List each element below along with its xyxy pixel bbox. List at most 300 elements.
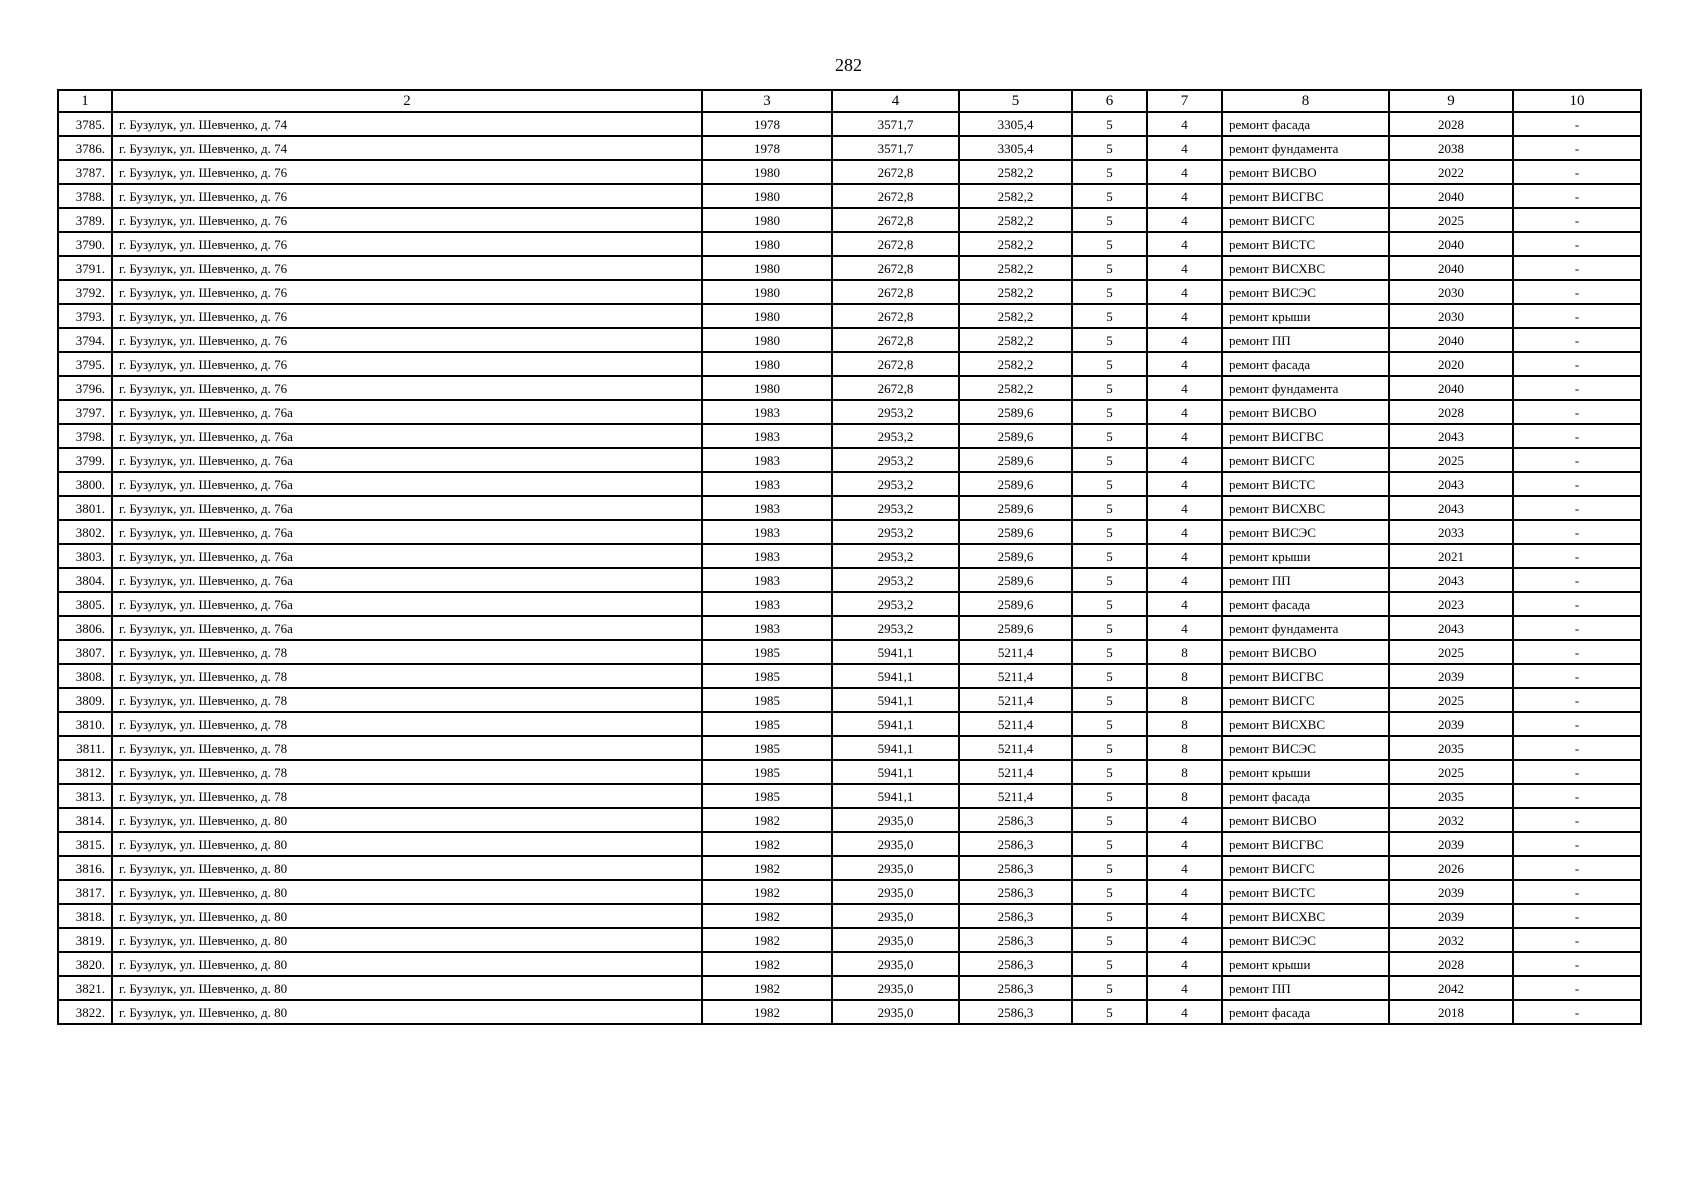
table-row (58, 184, 1641, 208)
floors-cell: 5 (1072, 784, 1147, 808)
entrances-cell: 4 (1147, 328, 1222, 352)
address-cell: г. Бузулук, ул. Шевченко, д. 76а (112, 616, 702, 640)
work-type-cell: ремонт ВИСЭС (1222, 280, 1389, 304)
row-number-cell: 3821. (58, 976, 112, 1000)
planned-year-cell: 2025 (1389, 688, 1513, 712)
year-built-cell: 1983 (702, 592, 832, 616)
total-area-cell: 2672,8 (832, 208, 959, 232)
total-area-cell: 2953,2 (832, 592, 959, 616)
total-area-cell: 2935,0 (832, 952, 959, 976)
planned-year-cell: 2039 (1389, 880, 1513, 904)
year-built-cell: 1985 (702, 736, 832, 760)
planned-year-cell: 2022 (1389, 160, 1513, 184)
year-built-cell: 1983 (702, 400, 832, 424)
year-built-cell: 1980 (702, 160, 832, 184)
entrances-cell: 4 (1147, 424, 1222, 448)
work-type-cell: ремонт ВИСЭС (1222, 736, 1389, 760)
note-cell: - (1513, 160, 1641, 184)
planned-year-cell: 2040 (1389, 256, 1513, 280)
column-header: 3 (702, 90, 832, 112)
floors-cell: 5 (1072, 832, 1147, 856)
living-area-cell: 2582,2 (959, 256, 1072, 280)
total-area-cell: 2935,0 (832, 904, 959, 928)
floors-cell: 5 (1072, 640, 1147, 664)
total-area-cell: 2672,8 (832, 160, 959, 184)
address-cell: г. Бузулук, ул. Шевченко, д. 78 (112, 640, 702, 664)
address-cell: г. Бузулук, ул. Шевченко, д. 80 (112, 880, 702, 904)
note-cell: - (1513, 472, 1641, 496)
year-built-cell: 1983 (702, 496, 832, 520)
floors-cell: 5 (1072, 976, 1147, 1000)
row-number-cell: 3800. (58, 472, 112, 496)
table-row (58, 256, 1641, 280)
table-row (58, 496, 1641, 520)
address-cell: г. Бузулук, ул. Шевченко, д. 74 (112, 112, 702, 136)
entrances-cell: 4 (1147, 832, 1222, 856)
floors-cell: 5 (1072, 1000, 1147, 1024)
row-number-cell: 3818. (58, 904, 112, 928)
year-built-cell: 1985 (702, 640, 832, 664)
total-area-cell: 5941,1 (832, 784, 959, 808)
planned-year-cell: 2018 (1389, 1000, 1513, 1024)
note-cell: - (1513, 280, 1641, 304)
address-cell: г. Бузулук, ул. Шевченко, д. 76 (112, 280, 702, 304)
note-cell: - (1513, 904, 1641, 928)
total-area-cell: 2953,2 (832, 400, 959, 424)
living-area-cell: 2589,6 (959, 424, 1072, 448)
note-cell: - (1513, 424, 1641, 448)
entrances-cell: 8 (1147, 736, 1222, 760)
total-area-cell: 5941,1 (832, 664, 959, 688)
total-area-cell: 5941,1 (832, 712, 959, 736)
planned-year-cell: 2025 (1389, 760, 1513, 784)
work-type-cell: ремонт ПП (1222, 568, 1389, 592)
planned-year-cell: 2043 (1389, 472, 1513, 496)
note-cell: - (1513, 232, 1641, 256)
year-built-cell: 1983 (702, 520, 832, 544)
floors-cell: 5 (1072, 400, 1147, 424)
living-area-cell: 2586,3 (959, 832, 1072, 856)
total-area-cell: 5941,1 (832, 760, 959, 784)
table-row (58, 760, 1641, 784)
living-area-cell: 2582,2 (959, 184, 1072, 208)
total-area-cell: 2672,8 (832, 352, 959, 376)
note-cell: - (1513, 1000, 1641, 1024)
address-cell: г. Бузулук, ул. Шевченко, д. 78 (112, 760, 702, 784)
floors-cell: 5 (1072, 880, 1147, 904)
floors-cell: 5 (1072, 520, 1147, 544)
living-area-cell: 2586,3 (959, 952, 1072, 976)
work-type-cell: ремонт крыши (1222, 304, 1389, 328)
note-cell: - (1513, 376, 1641, 400)
table-row (58, 1000, 1641, 1024)
row-number-cell: 3788. (58, 184, 112, 208)
work-type-cell: ремонт ВИСГС (1222, 208, 1389, 232)
year-built-cell: 1985 (702, 712, 832, 736)
floors-cell: 5 (1072, 712, 1147, 736)
entrances-cell: 8 (1147, 760, 1222, 784)
planned-year-cell: 2021 (1389, 544, 1513, 568)
planned-year-cell: 2043 (1389, 616, 1513, 640)
year-built-cell: 1983 (702, 544, 832, 568)
entrances-cell: 4 (1147, 880, 1222, 904)
page-number: 282 (835, 55, 862, 75)
planned-year-cell: 2035 (1389, 736, 1513, 760)
work-type-cell: ремонт крыши (1222, 952, 1389, 976)
work-type-cell: ремонт фундамента (1222, 616, 1389, 640)
note-cell: - (1513, 352, 1641, 376)
year-built-cell: 1980 (702, 280, 832, 304)
note-cell: - (1513, 136, 1641, 160)
note-cell: - (1513, 616, 1641, 640)
work-type-cell: ремонт ВИСВО (1222, 640, 1389, 664)
note-cell: - (1513, 496, 1641, 520)
year-built-cell: 1982 (702, 856, 832, 880)
work-type-cell: ремонт фасада (1222, 112, 1389, 136)
address-cell: г. Бузулук, ул. Шевченко, д. 76 (112, 352, 702, 376)
column-header: 10 (1513, 90, 1641, 112)
work-type-cell: ремонт ПП (1222, 328, 1389, 352)
work-type-cell: ремонт фундамента (1222, 136, 1389, 160)
row-number-cell: 3822. (58, 1000, 112, 1024)
entrances-cell: 8 (1147, 640, 1222, 664)
note-cell: - (1513, 520, 1641, 544)
total-area-cell: 5941,1 (832, 640, 959, 664)
address-cell: г. Бузулук, ул. Шевченко, д. 78 (112, 736, 702, 760)
work-type-cell: ремонт ВИСГС (1222, 448, 1389, 472)
floors-cell: 5 (1072, 544, 1147, 568)
entrances-cell: 4 (1147, 904, 1222, 928)
table-row (58, 832, 1641, 856)
total-area-cell: 2953,2 (832, 472, 959, 496)
entrances-cell: 4 (1147, 256, 1222, 280)
living-area-cell: 2586,3 (959, 1000, 1072, 1024)
floors-cell: 5 (1072, 496, 1147, 520)
living-area-cell: 2586,3 (959, 928, 1072, 952)
planned-year-cell: 2020 (1389, 352, 1513, 376)
table-row (58, 280, 1641, 304)
planned-year-cell: 2039 (1389, 712, 1513, 736)
floors-cell: 5 (1072, 472, 1147, 496)
work-type-cell: ремонт ВИСГВС (1222, 664, 1389, 688)
note-cell: - (1513, 808, 1641, 832)
total-area-cell: 2672,8 (832, 328, 959, 352)
work-type-cell: ремонт ВИСТС (1222, 472, 1389, 496)
year-built-cell: 1982 (702, 904, 832, 928)
address-cell: г. Бузулук, ул. Шевченко, д. 80 (112, 1000, 702, 1024)
living-area-cell: 2589,6 (959, 400, 1072, 424)
planned-year-cell: 2040 (1389, 184, 1513, 208)
floors-cell: 5 (1072, 760, 1147, 784)
table-row (58, 376, 1641, 400)
entrances-cell: 4 (1147, 1000, 1222, 1024)
address-cell: г. Бузулук, ул. Шевченко, д. 80 (112, 952, 702, 976)
address-cell: г. Бузулук, ул. Шевченко, д. 78 (112, 712, 702, 736)
total-area-cell: 2935,0 (832, 808, 959, 832)
row-number-cell: 3810. (58, 712, 112, 736)
living-area-cell: 2586,3 (959, 880, 1072, 904)
column-header: 6 (1072, 90, 1147, 112)
year-built-cell: 1980 (702, 376, 832, 400)
total-area-cell: 3571,7 (832, 136, 959, 160)
address-cell: г. Бузулук, ул. Шевченко, д. 76 (112, 184, 702, 208)
row-number-cell: 3815. (58, 832, 112, 856)
entrances-cell: 4 (1147, 808, 1222, 832)
work-type-cell: ремонт ВИСХВС (1222, 496, 1389, 520)
note-cell: - (1513, 400, 1641, 424)
address-cell: г. Бузулук, ул. Шевченко, д. 76 (112, 256, 702, 280)
row-number-cell: 3809. (58, 688, 112, 712)
row-number-cell: 3795. (58, 352, 112, 376)
entrances-cell: 4 (1147, 304, 1222, 328)
row-number-cell: 3807. (58, 640, 112, 664)
floors-cell: 5 (1072, 304, 1147, 328)
total-area-cell: 3571,7 (832, 112, 959, 136)
entrances-cell: 4 (1147, 208, 1222, 232)
entrances-cell: 4 (1147, 400, 1222, 424)
work-type-cell: ремонт ВИСХВС (1222, 712, 1389, 736)
planned-year-cell: 2028 (1389, 112, 1513, 136)
entrances-cell: 4 (1147, 952, 1222, 976)
work-type-cell: ремонт ВИСЭС (1222, 928, 1389, 952)
address-cell: г. Бузулук, ул. Шевченко, д. 76а (112, 448, 702, 472)
address-cell: г. Бузулук, ул. Шевченко, д. 78 (112, 688, 702, 712)
row-number-cell: 3806. (58, 616, 112, 640)
row-number-cell: 3787. (58, 160, 112, 184)
table-row (58, 952, 1641, 976)
floors-cell: 5 (1072, 664, 1147, 688)
floors-cell: 5 (1072, 688, 1147, 712)
work-type-cell: ремонт ВИСХВС (1222, 904, 1389, 928)
work-type-cell: ремонт фундамента (1222, 376, 1389, 400)
planned-year-cell: 2043 (1389, 568, 1513, 592)
year-built-cell: 1980 (702, 304, 832, 328)
row-number-cell: 3817. (58, 880, 112, 904)
planned-year-cell: 2025 (1389, 448, 1513, 472)
address-cell: г. Бузулук, ул. Шевченко, д. 80 (112, 856, 702, 880)
living-area-cell: 2589,6 (959, 616, 1072, 640)
floors-cell: 5 (1072, 376, 1147, 400)
note-cell: - (1513, 256, 1641, 280)
table-body (58, 112, 1641, 1024)
total-area-cell: 2672,8 (832, 280, 959, 304)
total-area-cell: 2672,8 (832, 184, 959, 208)
work-type-cell: ремонт ПП (1222, 976, 1389, 1000)
total-area-cell: 2935,0 (832, 1000, 959, 1024)
entrances-cell: 4 (1147, 448, 1222, 472)
total-area-cell: 2935,0 (832, 928, 959, 952)
year-built-cell: 1982 (702, 976, 832, 1000)
row-number-cell: 3797. (58, 400, 112, 424)
table-row (58, 688, 1641, 712)
row-number-cell: 3786. (58, 136, 112, 160)
living-area-cell: 2582,2 (959, 376, 1072, 400)
row-number-cell: 3796. (58, 376, 112, 400)
total-area-cell: 2953,2 (832, 568, 959, 592)
year-built-cell: 1985 (702, 784, 832, 808)
note-cell: - (1513, 208, 1641, 232)
note-cell: - (1513, 952, 1641, 976)
floors-cell: 5 (1072, 160, 1147, 184)
table-row (58, 712, 1641, 736)
note-cell: - (1513, 568, 1641, 592)
total-area-cell: 2672,8 (832, 304, 959, 328)
address-cell: г. Бузулук, ул. Шевченко, д. 76а (112, 544, 702, 568)
note-cell: - (1513, 640, 1641, 664)
planned-year-cell: 2028 (1389, 400, 1513, 424)
note-cell: - (1513, 184, 1641, 208)
planned-year-cell: 2035 (1389, 784, 1513, 808)
floors-cell: 5 (1072, 592, 1147, 616)
table-row (58, 400, 1641, 424)
row-number-cell: 3811. (58, 736, 112, 760)
planned-year-cell: 2038 (1389, 136, 1513, 160)
total-area-cell: 2953,2 (832, 496, 959, 520)
living-area-cell: 3305,4 (959, 112, 1072, 136)
row-number-cell: 3805. (58, 592, 112, 616)
table-row (58, 304, 1641, 328)
planned-year-cell: 2025 (1389, 640, 1513, 664)
note-cell: - (1513, 712, 1641, 736)
living-area-cell: 5211,4 (959, 640, 1072, 664)
note-cell: - (1513, 736, 1641, 760)
work-type-cell: ремонт ВИСЭС (1222, 520, 1389, 544)
living-area-cell: 2586,3 (959, 856, 1072, 880)
table-row (58, 640, 1641, 664)
address-cell: г. Бузулук, ул. Шевченко, д. 80 (112, 928, 702, 952)
living-area-cell: 2586,3 (959, 976, 1072, 1000)
note-cell: - (1513, 928, 1641, 952)
living-area-cell: 2582,2 (959, 328, 1072, 352)
living-area-cell: 2589,6 (959, 448, 1072, 472)
year-built-cell: 1980 (702, 352, 832, 376)
row-number-cell: 3819. (58, 928, 112, 952)
floors-cell: 5 (1072, 256, 1147, 280)
total-area-cell: 5941,1 (832, 736, 959, 760)
year-built-cell: 1985 (702, 760, 832, 784)
work-type-cell: ремонт крыши (1222, 760, 1389, 784)
work-type-cell: ремонт ВИСГС (1222, 856, 1389, 880)
living-area-cell: 2589,6 (959, 592, 1072, 616)
row-number-cell: 3803. (58, 544, 112, 568)
table-row (58, 160, 1641, 184)
address-cell: г. Бузулук, ул. Шевченко, д. 76а (112, 520, 702, 544)
planned-year-cell: 2040 (1389, 376, 1513, 400)
year-built-cell: 1983 (702, 424, 832, 448)
living-area-cell: 5211,4 (959, 664, 1072, 688)
floors-cell: 5 (1072, 184, 1147, 208)
table-row (58, 784, 1641, 808)
address-cell: г. Бузулук, ул. Шевченко, д. 80 (112, 976, 702, 1000)
total-area-cell: 2935,0 (832, 880, 959, 904)
year-built-cell: 1982 (702, 1000, 832, 1024)
row-number-cell: 3799. (58, 448, 112, 472)
row-number-cell: 3820. (58, 952, 112, 976)
planned-year-cell: 2039 (1389, 832, 1513, 856)
entrances-cell: 4 (1147, 112, 1222, 136)
work-type-cell: ремонт ВИСВО (1222, 160, 1389, 184)
floors-cell: 5 (1072, 808, 1147, 832)
entrances-cell: 4 (1147, 616, 1222, 640)
address-cell: г. Бузулук, ул. Шевченко, д. 76 (112, 304, 702, 328)
planned-year-cell: 2032 (1389, 928, 1513, 952)
floors-cell: 5 (1072, 568, 1147, 592)
planned-year-cell: 2042 (1389, 976, 1513, 1000)
year-built-cell: 1985 (702, 688, 832, 712)
planned-year-cell: 2026 (1389, 856, 1513, 880)
floors-cell: 5 (1072, 424, 1147, 448)
floors-cell: 5 (1072, 616, 1147, 640)
header-row (58, 90, 1641, 112)
work-type-cell: ремонт фасада (1222, 592, 1389, 616)
table-row (58, 616, 1641, 640)
floors-cell: 5 (1072, 448, 1147, 472)
living-area-cell: 2589,6 (959, 544, 1072, 568)
year-built-cell: 1978 (702, 136, 832, 160)
register-table (57, 89, 1642, 1025)
year-built-cell: 1980 (702, 184, 832, 208)
row-number-cell: 3804. (58, 568, 112, 592)
work-type-cell: ремонт фасада (1222, 1000, 1389, 1024)
planned-year-cell: 2043 (1389, 496, 1513, 520)
row-number-cell: 3791. (58, 256, 112, 280)
total-area-cell: 2672,8 (832, 232, 959, 256)
year-built-cell: 1982 (702, 880, 832, 904)
total-area-cell: 2935,0 (832, 832, 959, 856)
row-number-cell: 3801. (58, 496, 112, 520)
address-cell: г. Бузулук, ул. Шевченко, д. 80 (112, 808, 702, 832)
entrances-cell: 4 (1147, 928, 1222, 952)
address-cell: г. Бузулук, ул. Шевченко, д. 78 (112, 784, 702, 808)
note-cell: - (1513, 688, 1641, 712)
note-cell: - (1513, 664, 1641, 688)
work-type-cell: ремонт фасада (1222, 784, 1389, 808)
planned-year-cell: 2025 (1389, 208, 1513, 232)
address-cell: г. Бузулук, ул. Шевченко, д. 76 (112, 376, 702, 400)
year-built-cell: 1983 (702, 616, 832, 640)
table-row (58, 880, 1641, 904)
table-row (58, 136, 1641, 160)
entrances-cell: 4 (1147, 280, 1222, 304)
year-built-cell: 1982 (702, 808, 832, 832)
table-row (58, 208, 1641, 232)
living-area-cell: 5211,4 (959, 712, 1072, 736)
floors-cell: 5 (1072, 328, 1147, 352)
year-built-cell: 1982 (702, 928, 832, 952)
floors-cell: 5 (1072, 280, 1147, 304)
entrances-cell: 4 (1147, 160, 1222, 184)
living-area-cell: 2589,6 (959, 520, 1072, 544)
note-cell: - (1513, 976, 1641, 1000)
work-type-cell: ремонт ВИСХВС (1222, 256, 1389, 280)
note-cell: - (1513, 448, 1641, 472)
note-cell: - (1513, 784, 1641, 808)
living-area-cell: 5211,4 (959, 784, 1072, 808)
row-number-cell: 3790. (58, 232, 112, 256)
entrances-cell: 8 (1147, 712, 1222, 736)
entrances-cell: 4 (1147, 592, 1222, 616)
planned-year-cell: 2043 (1389, 424, 1513, 448)
floors-cell: 5 (1072, 928, 1147, 952)
note-cell: - (1513, 592, 1641, 616)
work-type-cell: ремонт фасада (1222, 352, 1389, 376)
row-number-cell: 3789. (58, 208, 112, 232)
planned-year-cell: 2040 (1389, 232, 1513, 256)
table-row (58, 448, 1641, 472)
table-row (58, 544, 1641, 568)
row-number-cell: 3793. (58, 304, 112, 328)
entrances-cell: 4 (1147, 472, 1222, 496)
